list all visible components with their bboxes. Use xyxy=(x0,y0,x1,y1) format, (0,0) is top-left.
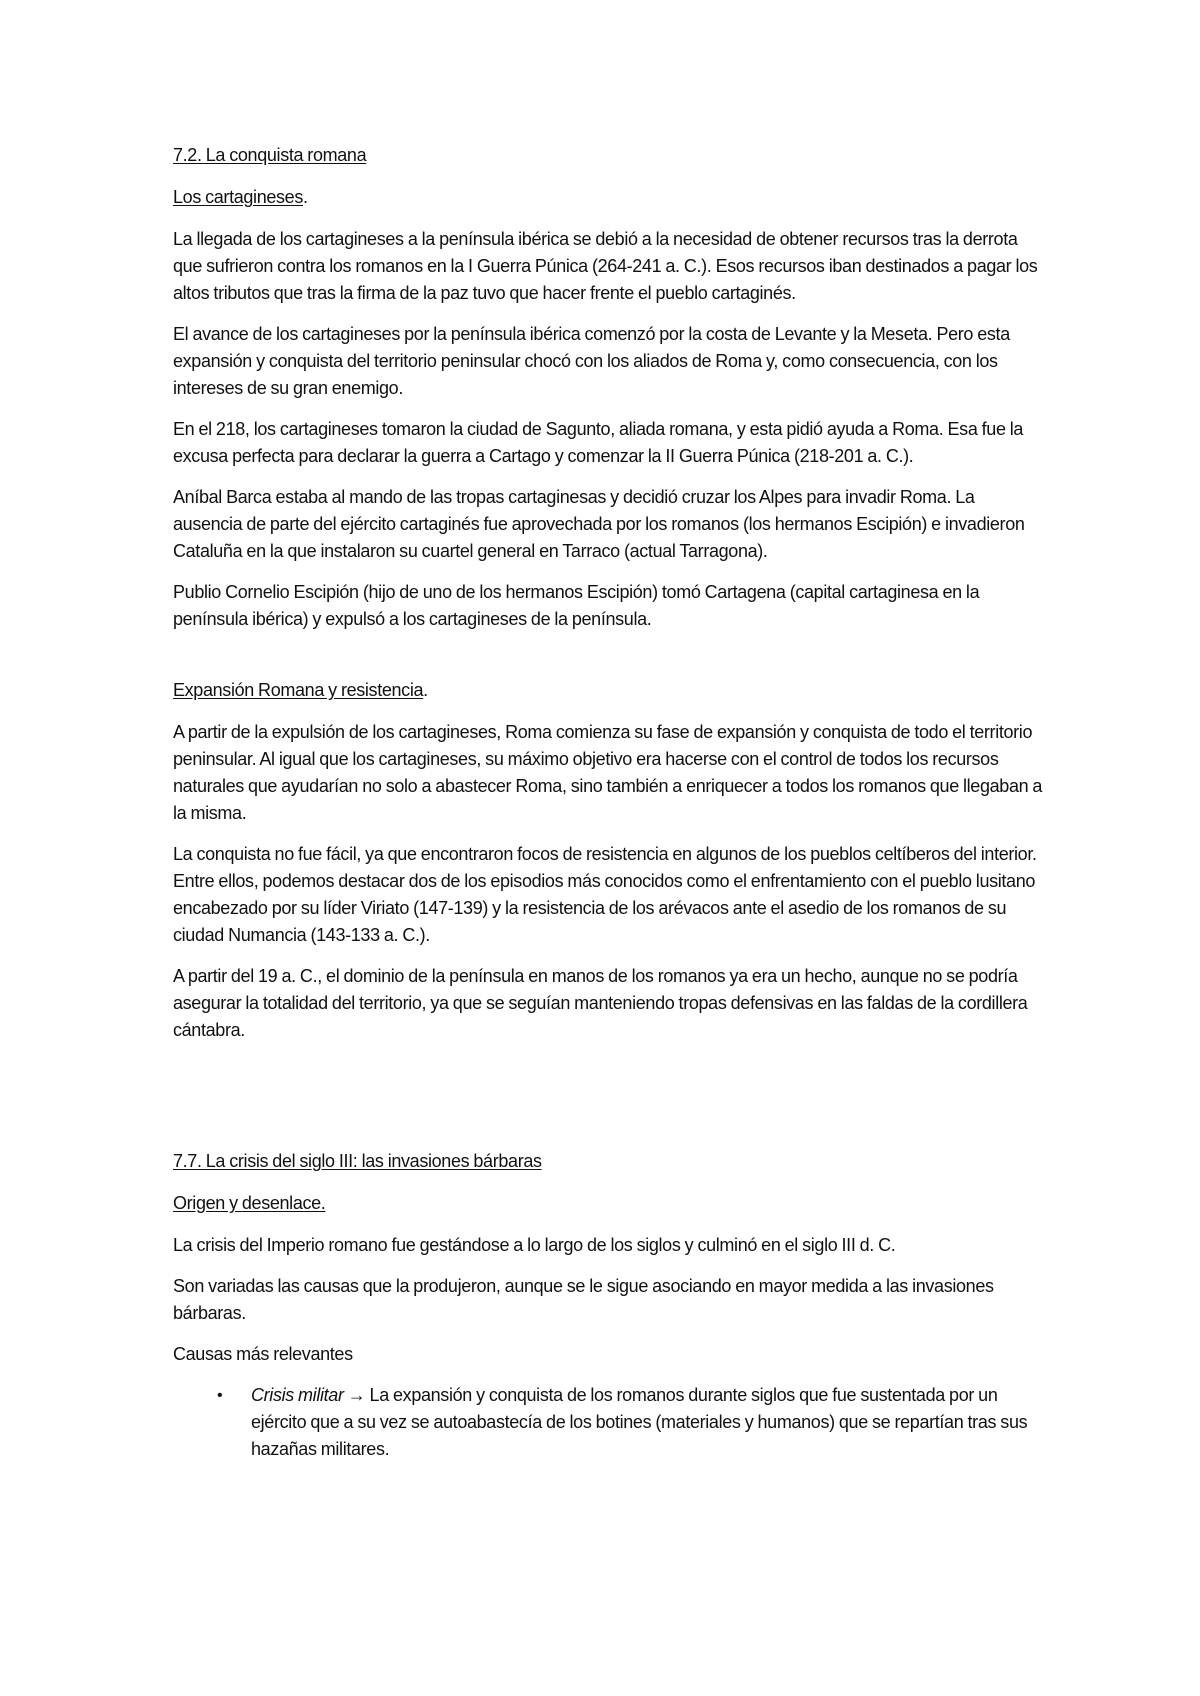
subheading-expansion xyxy=(173,677,1043,704)
subheading-text: Los cartagineses xyxy=(173,187,303,207)
paragraph: La crisis del Imperio romano fue gestándose a lo largo de los siglos y culminó en el siglo III d. C. xyxy=(173,1235,896,1255)
paragraph: La llegada de los cartagineses a la península ibérica se debió a la necesidad de obtener recursos tras la derrota que sufrieron contra los romanos en la I Guerra Púnica (264-241 a. C.). Esos recursos iban destinados a pagar los altos tributos que tras la firma de la paz tuvo que hacer frente el pueblo cartaginés. xyxy=(173,229,1038,303)
paragraph: Causas más relevantes xyxy=(173,1344,353,1364)
bullet-marker: • xyxy=(217,1387,223,1404)
subheading-origen xyxy=(173,1190,1043,1217)
paragraph: Aníbal Barca estaba al mando de las tropas cartaginesas y decidió cruzar los Alpes para invadir Roma. La ausencia de parte del ejército cartaginés fue aprovechada por los romanos (los hermanos Escipión) e invadieron Cataluña en la que instalaron su cuartel general en Tarraco (actual Tarragona). xyxy=(173,487,1025,561)
section-title-7-2 xyxy=(173,142,1043,169)
bullet-label: Crisis militar xyxy=(251,1385,344,1405)
subheading-cartagineses xyxy=(173,184,1043,211)
subheading-period: . xyxy=(423,680,428,700)
paragraph: En el 218, los cartagineses tomaron la ciudad de Sagunto, aliada romana, y esta pidió ayuda a Roma. Esa fue la excusa perfecta para declarar la guerra a Cartago y comenzar la II Guerra Púnica (218-201 a. C.). xyxy=(173,419,1024,466)
paragraph: Publio Cornelio Escipión (hijo de uno de los hermanos Escipión) tomó Cartagena (capital cartaginesa en la península ibérica) y expulsó a los cartagineses de la península. xyxy=(173,582,980,629)
subheading-text: Origen y desenlace. xyxy=(173,1193,326,1213)
paragraph: A partir del 19 a. C., el dominio de la península en manos de los romanos ya era un hecho, aunque no se podría asegurar la totalidad del territorio, ya que se seguían manteniendo tropas defensivas en las faldas de la cordillera cántabra. xyxy=(173,966,1028,1040)
paragraph: El avance de los cartagineses por la península ibérica comenzó por la costa de Levante y la Meseta. Pero esta expansión y conquista del territorio peninsular chocó con los aliados de Roma y, como consecuencia, con los intereses de su gran enemigo. xyxy=(173,324,1010,398)
subheading-text: Expansión Romana y resistencia xyxy=(173,680,424,700)
subheading-period: . xyxy=(302,187,308,207)
section-title-7-7 xyxy=(173,1148,1043,1175)
paragraph: A partir de la expulsión de los cartagineses, Roma comienza su fase de expansión y conquista de todo el territorio peninsular. Al igual que los cartagineses, su máximo objetivo era hacerse con el control de todos los recursos naturales que ayudarían no solo a abastecer Roma, sino también a enriquecer a todos los romanos que llegaban a la misma. xyxy=(173,722,1043,823)
paragraph: Son variadas las causas que la produjeron, aunque se le sigue asociando en mayor medida a las invasiones bárbaras. xyxy=(173,1276,994,1323)
bullet-text: La expansión y conquista de los romanos durante siglos que fue sustentada por un ejército que a su vez se autoabastecía de los botines (materiales y humanos) que se repartían tras sus hazañas militares. xyxy=(251,1385,1028,1459)
causes-list xyxy=(173,1382,1043,1463)
section-title-text: 7.7. La crisis del siglo III: las invasiones bárbaras xyxy=(173,1151,542,1171)
paragraph: La conquista no fue fácil, ya que encontraron focos de resistencia en algunos de los pueblos celtíberos del interior. Entre ellos, podemos destacar dos de los episodios más conocidos como el enfrentamiento con el pueblo lusitano encabezado por su líder Viriato (147-139) y la resistencia de los arévacos ante el asedio de los romanos de su ciudad Numancia (143-133 a. C.). xyxy=(173,844,1037,945)
section-title-text: 7.2. La conquista romana xyxy=(173,145,367,165)
list-item xyxy=(173,1382,1043,1463)
document-page xyxy=(173,142,1043,1463)
arrow-icon: → xyxy=(343,1385,370,1405)
